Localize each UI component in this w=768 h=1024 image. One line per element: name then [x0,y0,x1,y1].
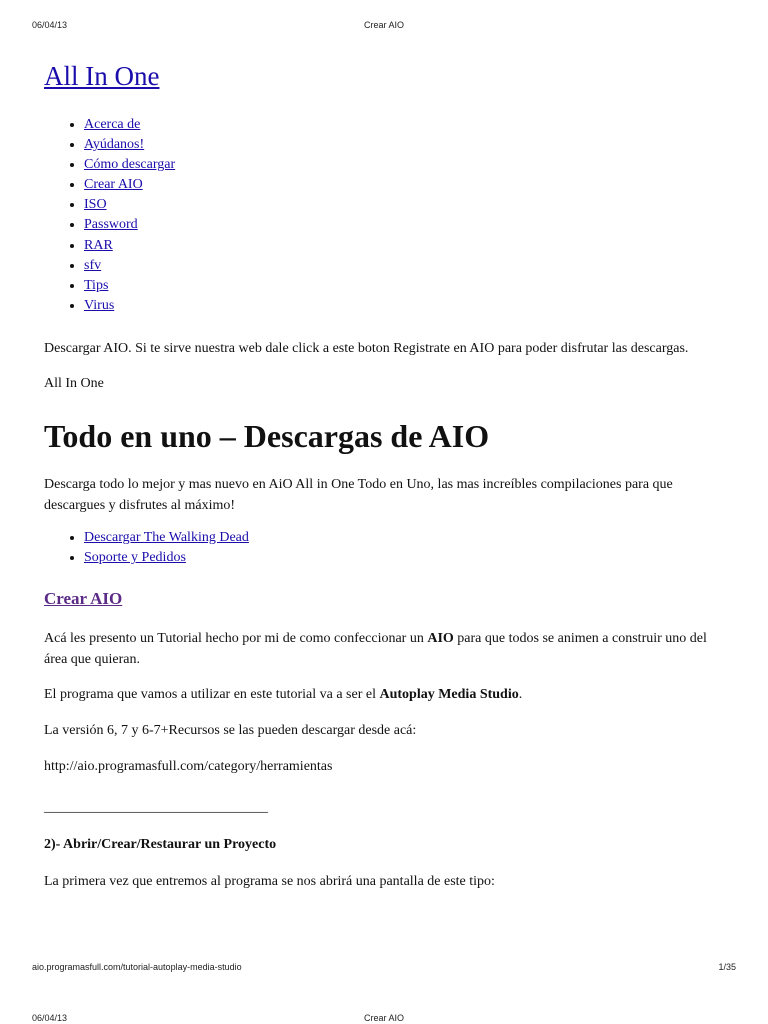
nav-item [84,115,728,135]
nav-link-crear-aio[interactable]: Crear AIO [84,177,143,193]
link-soporte-pedidos[interactable]: Soporte y Pedidos [84,550,186,566]
nav-link-acerca-de[interactable]: Acerca de [84,117,141,132]
nav-item [84,256,728,276]
print-date: 06/04/13 [32,20,68,30]
link-walking-dead[interactable]: Descargar The Walking Dead [84,529,249,545]
nav-link-ayudanos[interactable]: Ayúdanos! [84,137,145,153]
nav-item [84,215,728,235]
post-paragraph-5: La primera vez que entremos al programa se nos abrirá una pantalla de este tipo: [44,873,495,889]
next-print-date: 06/04/13 [32,1013,68,1023]
intro-text: Descarga todo lo mejor y mas nuevo en AiO All in One Todo en Uno, las mas increíbles compilaciones para que descargues y disfrutes al máximo! [44,476,673,513]
list-item [84,548,728,569]
next-print-title: Crear AIO [363,1013,404,1023]
footer-url: aio.programasfull.com/tutorial-autoplay-media-studio [32,962,242,972]
page-heading: Todo en uno – Descargas de AIO [44,417,490,454]
site-description: Descargar AIO. Si te sirve nuestra web dale click a este boton Registrate en AIO para poder disfrutar las descargas. [44,340,689,356]
post-title-link[interactable]: Crear AIO [44,588,123,608]
step-heading: 2)- Abrir/Crear/Restaurar un Proyecto [44,836,277,852]
nav-link-tips[interactable]: Tips [84,277,109,293]
site-title-link[interactable]: All In One [44,61,160,91]
page-content [44,58,728,892]
nav-link-iso[interactable]: ISO [84,197,107,213]
featured-links [44,528,728,569]
post-paragraph-2 [44,684,728,705]
text-run: El programa que vamos a utilizar en este tutorial va a ser el [44,686,380,702]
nav-link-virus[interactable]: Virus [84,297,115,313]
footer-page-number: 1/35 [718,962,736,972]
separator-line: ________________________________ [44,799,268,815]
print-title: Crear AIO [363,20,404,30]
nav-item [84,296,728,316]
text-run: para que todos se animen a construir uno del área que quieran. [44,630,707,667]
nav-item [84,155,728,175]
list-item [84,528,728,549]
nav-link-password[interactable]: Password [84,217,138,233]
nav-link-como-descargar[interactable]: Cómo descargar [84,157,176,173]
nav-item [84,236,728,256]
bold-term-aio: AIO [427,630,454,646]
text-run: Acá les presento un Tutorial hecho por mi de como confeccionar un [44,630,428,646]
nav-link-sfv[interactable]: sfv [84,257,102,273]
site-label: All In One [44,375,104,391]
post-paragraph-1 [44,628,728,670]
nav-item [84,135,728,155]
post-url-text: http://aio.programasfull.com/category/herramientas [44,758,333,774]
post-paragraph-3: La versión 6, 7 y 6-7+Recursos se las pueden descargar desde acá: [44,722,417,738]
nav-item [84,175,728,195]
bold-term-autoplay: Autoplay Media Studio [379,686,519,702]
text-run: . [518,686,523,702]
nav-item [84,195,728,215]
site-nav [44,115,728,316]
nav-link-rar[interactable]: RAR [84,237,113,253]
nav-item [84,276,728,296]
